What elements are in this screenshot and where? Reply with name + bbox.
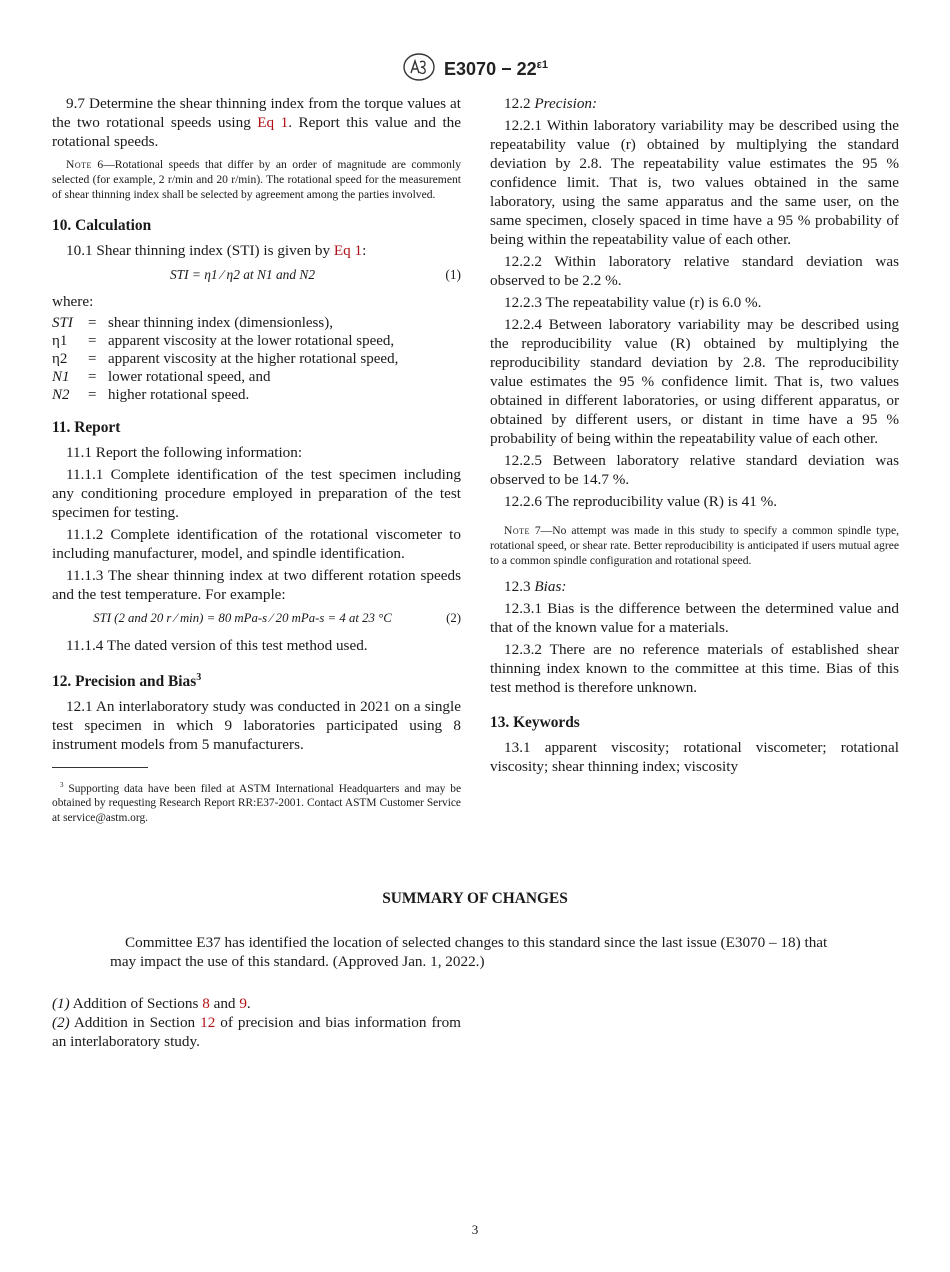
para-12-1: 12.1 An interlaboratory study was conducted in 2021 on a single test specimen in which 9 laboratories participated using 8 instrument models from 5 manufacturers. <box>52 697 461 753</box>
summary-body: Committee E37 has identified the location of selected changes to this standard since the last issue (E3070 – 18) that may impact the use of this standard. (Approved Jan. 1, 2022.) <box>110 934 828 970</box>
para-12-2-6: 12.2.6 The reproducibility value (R) is 41 %. <box>504 493 778 510</box>
heading-keywords: 13. Keywords <box>490 713 580 731</box>
para-12-2-1: 12.2.1 Within laboratory variability may be described using the repeatability value (r) obtained by multiplying the standard deviation by 2.8. The repeatability value estimates the 95 % confidence limit. That is, two values obtained in the same laboratory, using the same apparatus and the same user, on the same specimen, closely spaced in time have a 95 % probability of being within the repeatability value of each other. <box>490 117 899 248</box>
variable-definitions <box>52 314 461 405</box>
definition-row: STI = shear thinning index (dimensionless), <box>52 314 333 331</box>
para-9-7: 9.7 Determine the shear thinning index from the torque values at the two rotational speeds using Eq 1. Report this value and the rotational speeds. <box>52 95 462 150</box>
change-item-1: (1) Addition of Sections 8 and 9. <box>52 995 251 1012</box>
eq1-link[interactable]: Eq 1 <box>257 114 289 131</box>
para-11-1-2: 11.1.2 Complete identification of the rotational viscometer to including manufacturer, model, and spindle identification. <box>52 525 461 562</box>
para-12-2: 12.2 Precision: <box>504 95 598 112</box>
para-13-1: 13.1 apparent viscosity; rotational viscometer; rotational viscosity; shear thinning index; viscosity <box>490 738 899 775</box>
para-12-3: 12.3 Bias: <box>504 577 567 595</box>
note-6: Note 6—Rotational speeds that differ by an order of magnitude are commonly selected (for example, 2 r/min and 20 r/min). The rotational speed for the measurement of shear thinning index shall be selected by agreement among the parties involved. <box>52 158 461 202</box>
footnote-3: $^3$ Supporting data have been filed at ASTM International Headquarters and may be obtained by requesting Research Report RR:E37-2001. Contact ASTM Customer Service at service@astm.org. <box>52 781 461 824</box>
where-label: where: <box>52 292 94 310</box>
page-number: 3 <box>471 1222 479 1237</box>
section-8-link[interactable]: 8 <box>202 995 210 1012</box>
para-12-2-5: 12.2.5 Between laboratory relative standard deviation was observed to be 14.7 %. <box>490 452 899 488</box>
para-12-3-1: 12.3.1 Bias is the difference between the determined value and that of the known value for a materials. <box>490 599 899 636</box>
heading-precision-bias: 12. Precision and Bias$^3$ <box>52 671 202 690</box>
definition-row: η2 = apparent viscosity at the higher rotational speed, <box>52 351 399 368</box>
para-12-2-4: 12.2.4 Between laboratory variability may be described using the reproducibility value (R) obtained by multiplying the reproducibility standard deviation by 2.8. The reproducibility value estimates the 95 % confidence limit. That is, two values obtained in different laboratories, or using different apparatus, or obtained by different users, or distant in time have a 95 % probability of being within the repeatability value of each other. <box>490 316 899 447</box>
summary-title: SUMMARY OF CHANGES <box>382 890 568 907</box>
para-12-3-2: 12.3.2 There are no reference materials of established shear thinning index known to the committee at this time. Bias of this test method is therefore unknown. <box>490 640 899 696</box>
para-11-1-3: 11.1.3 The shear thinning index at two different rotation speeds and the test temperature. For example: <box>52 566 461 603</box>
para-12-2-3: 12.2.3 The repeatability value (r) is 6.0 %. <box>504 294 762 311</box>
document-designation: $E3070 - 22^{\varepsilon 1}$ <box>444 58 548 79</box>
para-11-1: 11.1 Report the following information: <box>66 443 303 461</box>
eq1-link[interactable]: Eq 1 <box>333 241 363 259</box>
right-column <box>490 94 899 779</box>
para-11-1-4: 11.1.4 The dated version of this test method used. <box>66 636 368 654</box>
para-12-2-2: 12.2.2 Within laboratory relative standard deviation was observed to be 2.2 %. <box>490 253 899 289</box>
page-header <box>0 52 950 82</box>
para-10-1: 10.1 Shear thinning index (STI) is given by Eq 1: <box>66 241 367 259</box>
note-7: Note 7—No attempt was made in this study to specify a common spindle type, rotational speed, or shear rate. Better reproducibility is anticipated if users mutual agree to a common spindle configuration and rotational speed. <box>490 524 899 568</box>
footnote-rule <box>52 767 148 768</box>
left-column <box>52 94 461 757</box>
astm-logo <box>402 52 436 82</box>
section-12-link[interactable]: 12 <box>200 1014 216 1031</box>
equation-2: STI (2 and 20 r ⁄ min) = 80 mPa-s ⁄ 20 mPa-s = 4 at 23 °C (2) <box>93 610 461 625</box>
definition-row: N1 = lower rotational speed, and <box>52 369 271 386</box>
equation-1: STI = η1 ⁄ η2 at N1 and N2 (1) <box>169 266 461 282</box>
change-item-2: (2) Addition in Section 12 of precision and bias information from an interlaboratory study. <box>52 1014 461 1050</box>
heading-report: 11. Report <box>52 418 121 436</box>
definition-row: η1 = apparent viscosity at the lower rotational speed, <box>52 332 395 349</box>
para-11-1-1: 11.1.1 Complete identification of the test specimen including any conditioning procedure employed in preparation of the test specimen for testing. <box>52 465 461 521</box>
heading-calculation: 10. Calculation <box>52 216 152 234</box>
section-9-link[interactable]: 9 <box>239 995 247 1012</box>
definition-row: N2 = higher rotational speed. <box>52 387 250 404</box>
